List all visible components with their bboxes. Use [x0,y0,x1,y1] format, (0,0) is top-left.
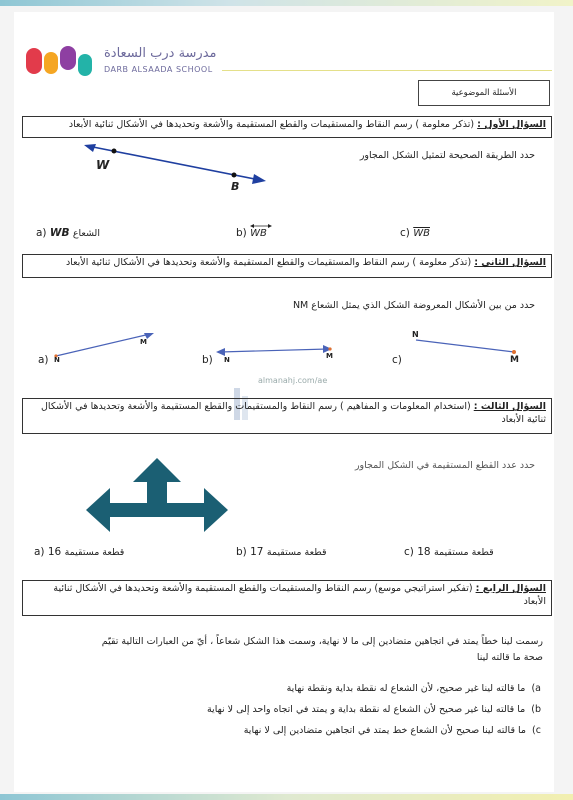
q2-option-b[interactable]: b) [202,354,213,366]
question-4-text: (تفكير استراتيجي موسع) رسم النقاط والمستقيمات والقطع المستقيمة والأشعة وتحديدها في الأشكال ثنائية الأبعاد [53,583,546,607]
question-2-prompt: حدد من بين الأشكال المعروضة الشكل الذي يمثل الشعاع NM [292,300,535,311]
watermark-text: almanahj.com/ae [258,376,328,385]
school-logo-icon [26,46,98,78]
school-name-arabic: مدرسة درب السعادة [104,46,217,61]
question-3-label: السؤال الثالث : [473,401,546,412]
q1-option-a[interactable]: a) WB الشعاع [36,227,100,239]
q4-option-c[interactable]: c) ما قالته لينا صحيح لأن الشعاع خط يمتد في اتجاهين متضادين إلى لا نهاية [243,725,541,736]
question-3-prompt: حدد عدد القطع المستقيمة في الشكل المجاور [354,460,535,471]
header-divider [222,70,552,71]
question-1-header [22,116,552,138]
ray-wb-figure [86,140,276,190]
question-4-header [22,580,552,616]
question-2-label: السؤال الثاني : [474,257,546,268]
q2-figure-c [412,336,522,358]
question-3-text: (استخدام المعلومات و المفاهيم ) رسم النقاط والمستقيمات والقطع المستقيمة والأشعة وتحديدها في الأشكال ثنائية الأبعاد [41,401,546,425]
line-notation-icon [250,223,272,229]
q1-option-c[interactable]: c) $\overline{WB}$ [400,227,430,239]
arrows-shape-figure [86,458,228,532]
q4-option-a[interactable]: a) ما قالته لينا غير صحيح، لأن الشعاع له نقطة بداية ونقطة نهاية [286,683,541,694]
q3-option-c[interactable]: c) 18 قطعة مستقيمة [404,546,494,558]
top-color-bar [0,0,573,6]
bottom-color-bar [0,794,573,800]
q4-option-b[interactable]: b) ما قالته لينا غير صحيح لأن الشعاع له نقطة بداية و يمتد في اتجاه واحد إلى لا نهاية [206,704,541,715]
question-2-text: (تذكر معلومة ) رسم النقاط والمستقيمات والقطع المستقيمة والأشعة وتحديدها في الأشكال ثنائية الأبعاد [65,257,472,268]
question-3-header [22,398,552,434]
point-w-label: W [96,158,110,172]
point-b-label: B [231,180,240,193]
question-1-label: السؤال الأول : [477,119,546,130]
section-title: الأسئلة الموضوعية [418,80,550,106]
question-1-prompt: حدد الطريقة الصحيحة لتمثيل الشكل المجاور [359,150,535,161]
question-4-prompt-line1: رسمت لينا خطاً يمتد في اتجاهين متضادين إلى ما لا نهاية، وسمت هذا الشكل شعاعاً ، أيّ من العبارات التالية تقيّم [101,636,543,647]
q2-option-a[interactable]: a) [38,354,49,366]
q3-option-b[interactable]: b) 17 قطعة مستقيمة [236,546,327,558]
q1-option-b[interactable]: b) WB [236,227,267,239]
question-1-text: (تذكر معلومة ) رسم النقاط والمستقيمات والقطع المستقيمة والأشعة وتحديدها في الأشكال ثنائية الأبعاد [68,119,475,130]
question-2-header [22,254,552,278]
question-4-prompt-line2: صحة ما قالته لينا [476,652,543,663]
q3-option-a[interactable]: a) 16 قطعة مستقيمة [34,546,125,558]
q2-figure-a [52,328,162,364]
q2-option-c[interactable]: c) [392,354,402,366]
question-4-label: السؤال الرابع : [475,583,546,594]
q2-figure-b [216,344,336,358]
school-name-english: DARB ALSAADA SCHOOL [104,65,213,74]
